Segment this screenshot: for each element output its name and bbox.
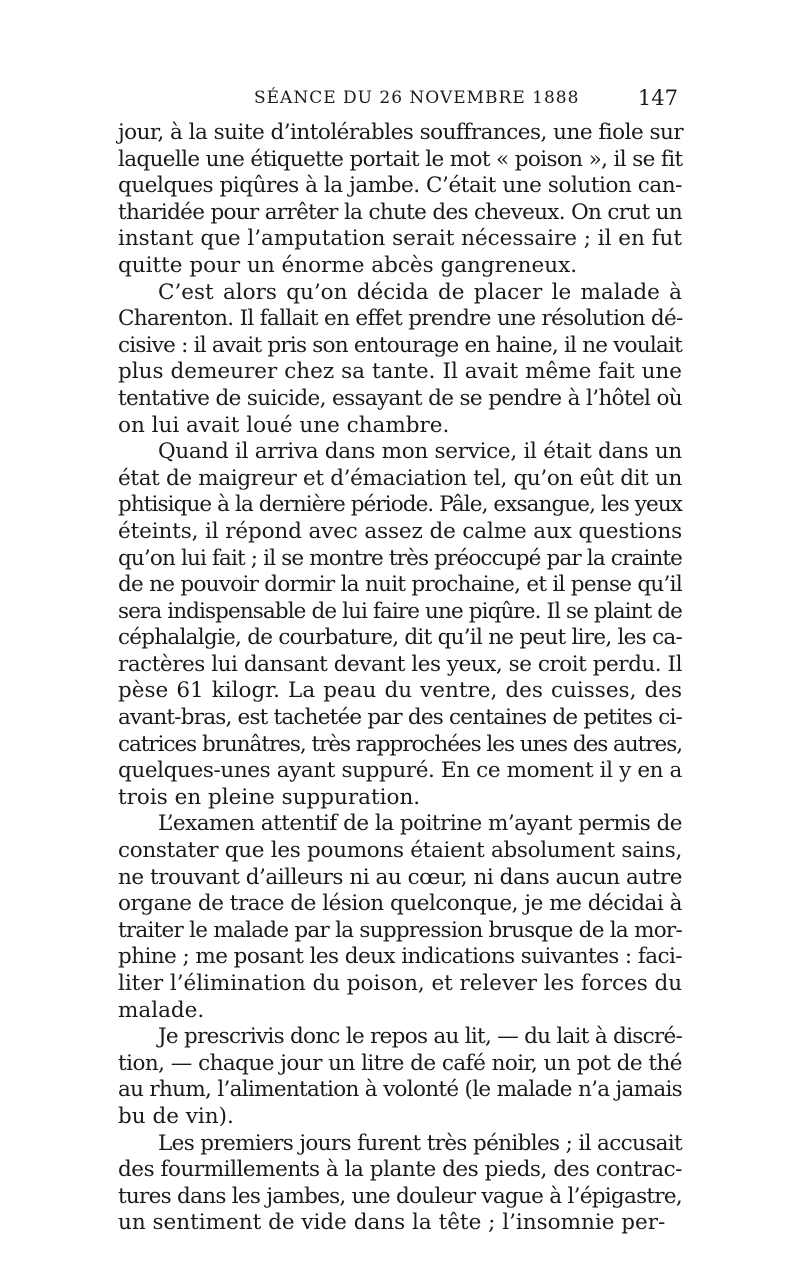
paragraph-start-line: Je prescrivis donc le repos au lit, — du lait à discré- [158,1024,682,1050]
text-line: liter l’élimination du poison, et relever les forces du [118,971,682,996]
text-line: malade. [118,997,205,1023]
running-head [118,88,678,118]
text-line: tures dans les jambes, une douleur vague à l’épigastre, [118,1183,682,1209]
text-line: tentative de suicide, essayant de se pendre à l’hôtel où [118,385,682,411]
text-line: un sentiment de vide dans la tête ; l’insomnie per- [118,1210,666,1236]
text-line: instant que l’amputation serait nécessaire ; il en fut [118,226,682,252]
text-line: cisive : il avait pris son entourage en haine, il ne voulait [118,332,682,358]
running-title: SÉANCE DU 26 NOVEMBRE 1888 [254,88,580,108]
text-line: éteints, il répond avec assez de calme aux questions [118,518,682,544]
text-line: phine ; me posant les deux indications suivantes : faci- [118,944,682,970]
text-line: avant-bras, est tachetée par des centaines de petites ci- [118,705,682,731]
text-line: sera indispensable de lui faire une piqûre. Il se plaint de [118,598,682,624]
text-line: phtisique à la dernière période. Pâle, exsangue, les yeux [118,492,682,518]
text-line: plus demeurer chez sa tante. Il avait même fait une [118,359,682,385]
page-number: 147 [637,86,678,110]
text-line: Charenton. Il fallait en effet prendre une résolution dé- [118,306,683,332]
text-line: quelques-unes ayant suppuré. En ce moment il y en a [118,758,682,784]
text-line: au rhum, l’alimentation à volonté (le malade n’a jamais [118,1077,682,1103]
paragraph-start-line: L’examen attentif de la poitrine m’ayant permis de [158,811,682,837]
body-text [118,120,682,1237]
text-line: tharidée pour arrêter la chute des cheveux. On crut un [118,199,682,225]
text-line: trois en pleine suppuration. [118,784,421,810]
text-line: on lui avait loué une chambre. [118,412,450,438]
text-line: bu de vin). [118,1103,234,1129]
text-line: des fourmillements à la plante des pieds, des contrac- [118,1157,682,1183]
text-line: constater que les poumons étaient absolument sains, [118,838,682,864]
paragraph-start-line: Les premiers jours furent très pénibles ; il accusait [158,1130,682,1156]
paragraph-start-line: C’est alors qu’on décida de placer le malade à [158,279,682,305]
text-line: de ne pouvoir dormir la nuit prochaine, et il pense qu’il [118,572,682,598]
text-line: pèse 61 kilogr. La peau du ventre, des cuisses, des [118,678,682,704]
text-line: catrices brunâtres, très rapprochées les unes des autres, [118,731,682,757]
text-line: état de maigreur et d’émaciation tel, qu’on eût dit un [118,465,682,491]
text-line: ne trouvant d’ailleurs ni au cœur, ni dans aucun autre [118,864,682,890]
paragraph-start-line: Quand il arriva dans mon service, il était dans un [158,439,682,465]
text-line: laquelle une étiquette portait le mot « poison », il se fit [118,146,683,172]
text-line: quelques piqûres à la jambe. C’était une solution can- [118,173,682,199]
text-line: ractères lui dansant devant les yeux, se croit perdu. Il [118,651,682,677]
text-line: quitte pour un énorme abcès gangreneux. [118,252,578,278]
text-line: céphalalgie, de courbature, dit qu’il ne peut lire, les ca- [118,625,682,651]
text-line: traiter le malade par la suppression brusque de la mor- [118,917,682,943]
text-line: jour, à la suite d’intolérables souffrances, une fiole sur [118,120,684,145]
text-line: qu’on lui fait ; il se montre très préoccupé par la crainte [118,545,682,571]
text-line: tion, — chaque jour un litre de café noir, un pot de thé [118,1050,682,1076]
text-line: organe de trace de lésion quelconque, je me décidai à [118,891,682,917]
